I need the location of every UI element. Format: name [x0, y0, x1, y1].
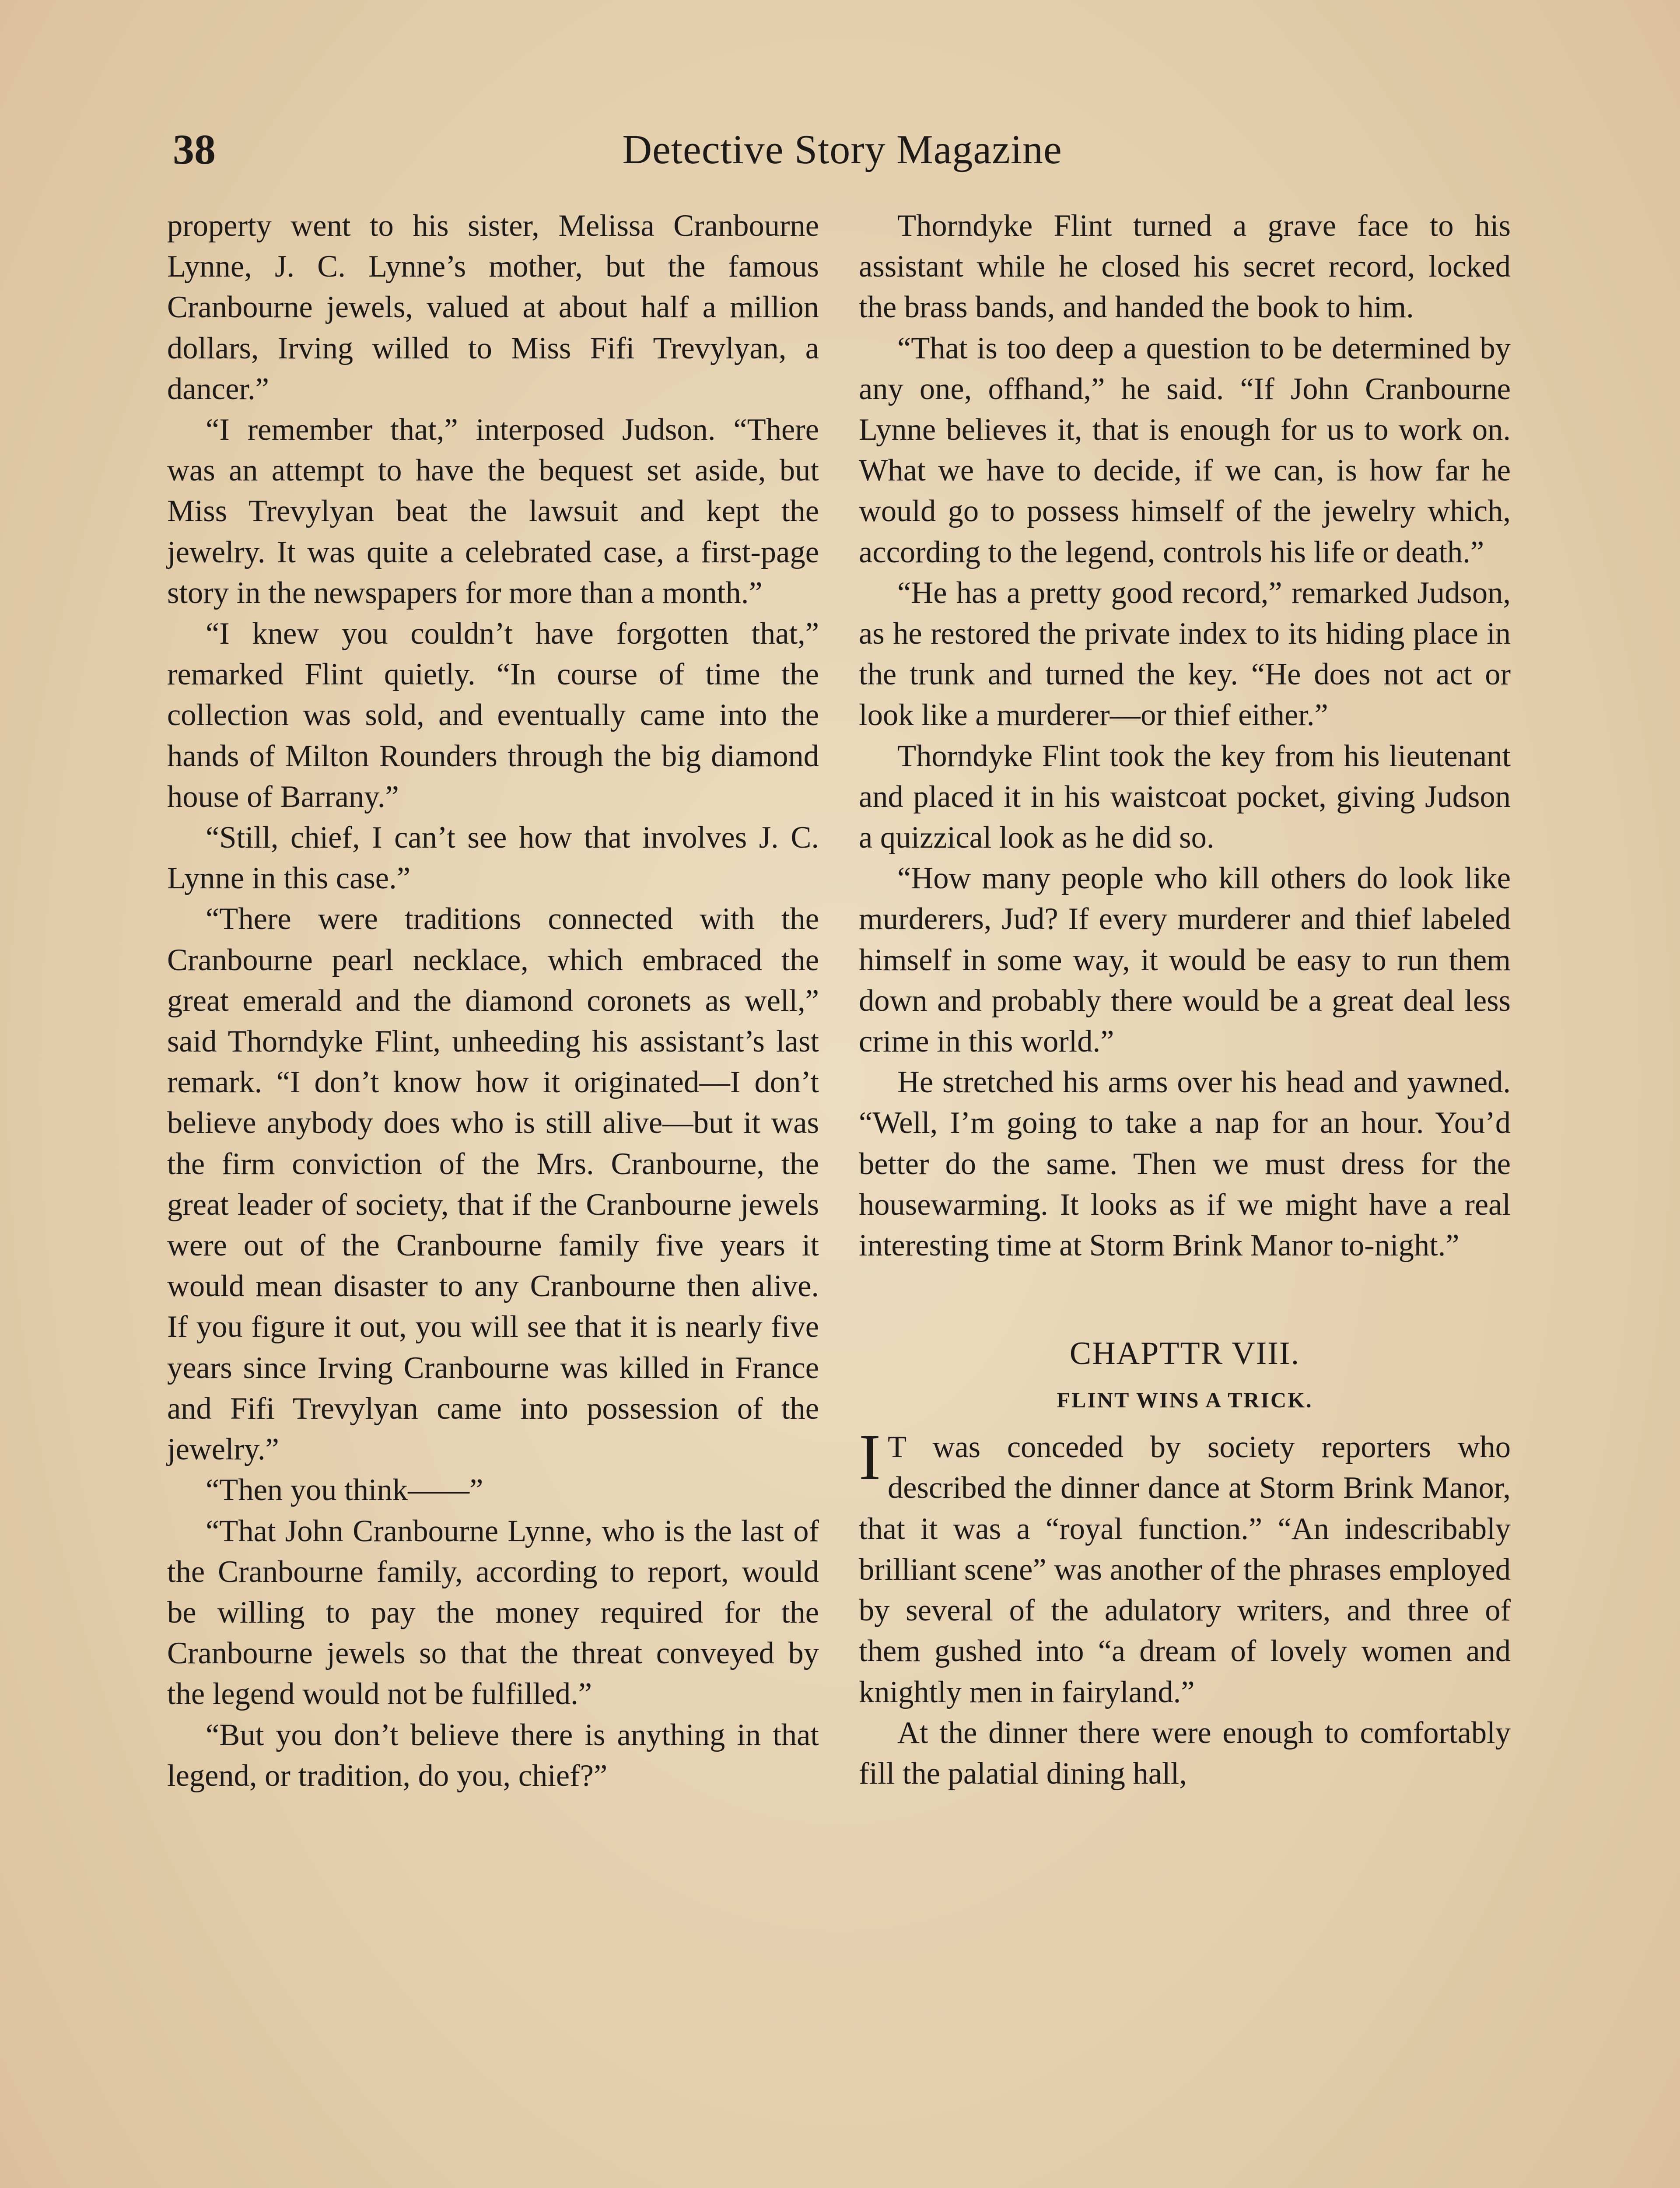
paragraph: “How many people who kill others do look like murderers, Jud? If every murderer and thief labeled himself in some way, it would be easy to run them down and probably there would be a great deal less crime in this world.” — [859, 861, 1511, 1059]
paragraph: Thorndyke Flint turned a grave face to his assistant while he closed his secret record, locked the brass bands, and handed the book to him. — [859, 209, 1511, 325]
chapter-subtitle: FLINT WINS A TRICK. — [1057, 1388, 1313, 1413]
chapter-opening-paragraph — [859, 1421, 1511, 1712]
right-column — [859, 206, 1511, 1794]
page-header — [173, 119, 1512, 189]
magazine-title: Detective Story Magazine — [622, 127, 1062, 172]
paragraph: “Then you think——” — [206, 1473, 483, 1508]
paragraph: He stretched his arms over his head and yawned. “Well, I’m going to take a nap for an hour. You’d better do the same. Then we must dress for the housewarming. It looks as if we might have a real interesting time at Storm Brink Manor to-night.” — [859, 1065, 1511, 1263]
paragraph: “But you don’t believe there is anything in that legend, or tradition, do you, chief?” — [167, 1718, 819, 1793]
drop-cap: I — [859, 1421, 881, 1494]
chapter-opening-text: T was conceded by society reporters who described the dinner dance at Storm Brink Manor, that it was a “royal function.” “An indescribably brilliant scene” was another of the phrases employed by several of the adulatory writers, and three of them gushed into “a dream of lovely women and knightly men in fairyland.” — [859, 1430, 1511, 1709]
page-number: 38 — [173, 126, 216, 173]
paragraph: “Still, chief, I can’t see how that involves J. C. Lynne in this case.” — [167, 820, 819, 896]
chapter-title: CHAPTTR VIII. — [1069, 1336, 1300, 1372]
paragraph: Thorndyke Flint took the key from his lieutenant and placed it in his waistcoat pocket, giving Judson a quizzical look as he did so. — [859, 739, 1511, 855]
paragraph: “He has a pretty good record,” remarked Judson, as he restored the private index to its hiding place in the trunk and turned the key. “He does not act or look like a murderer—or thief either.” — [859, 575, 1511, 733]
paragraph: “I knew you couldn’t have forgotten that,” remarked Flint quietly. “In course of time the collection was sold, and eventually came into the hands of Milton Rounders through the big diamond house of Barrany.” — [167, 617, 819, 814]
paragraph: “I remember that,” interposed Judson. “There was an attempt to have the bequest set aside, but Miss Trevylyan beat the lawsuit and kept the jewelry. It was quite a celebrated case, a first-page story in the newspapers for more than a month.” — [167, 413, 819, 610]
paragraph: property went to his sister, Melissa Cranbourne Lynne, J. C. Lynne’s mother, but the famous Cranbourne jewels, valued at about half a million dollars, Irving willed to Miss Fifi Trevylyan, a dancer.” — [167, 209, 819, 406]
paragraph: “That John Cranbourne Lynne, who is the last of the Cranbourne family, according to report, would be willing to pay the money required for the Cranbourne jewels so that the threat conveyed by the legend would not be fulfilled.” — [167, 1514, 819, 1711]
paragraph: “There were traditions connected with the Cranbourne pearl necklace, which embraced the great emerald and the diamond coronets as well,” said Thorndyke Flint, unheeding his assistant’s last remark. “I don’t know how it originated—I don’t believe anybody does who is still alive—but it was the firm conviction of the Mrs. Cranbourne, the great leader of society, that if the Cranbourne jewels were out of the Cranbourne family five years it would mean disaster to any Cranbourne then alive. If you figure it out, you will see that it is nearly five years since Irving Cranbourne was killed in France and Fifi Trevylyan came into possession of the jewelry.” — [167, 902, 819, 1467]
paragraph: “That is too deep a question to be determined by any one, offhand,” he said. “If John Cranbourne Lynne believes it, that is enough for us to work on. What we have to decide, if we can, is how far he would go to possess himself of the jewelry which, according to the legend, controls his life or death.” — [859, 331, 1511, 569]
paragraph: At the dinner there were enough to comfortably fill the palatial dining hall, — [859, 1715, 1511, 1791]
left-column — [167, 206, 819, 1796]
